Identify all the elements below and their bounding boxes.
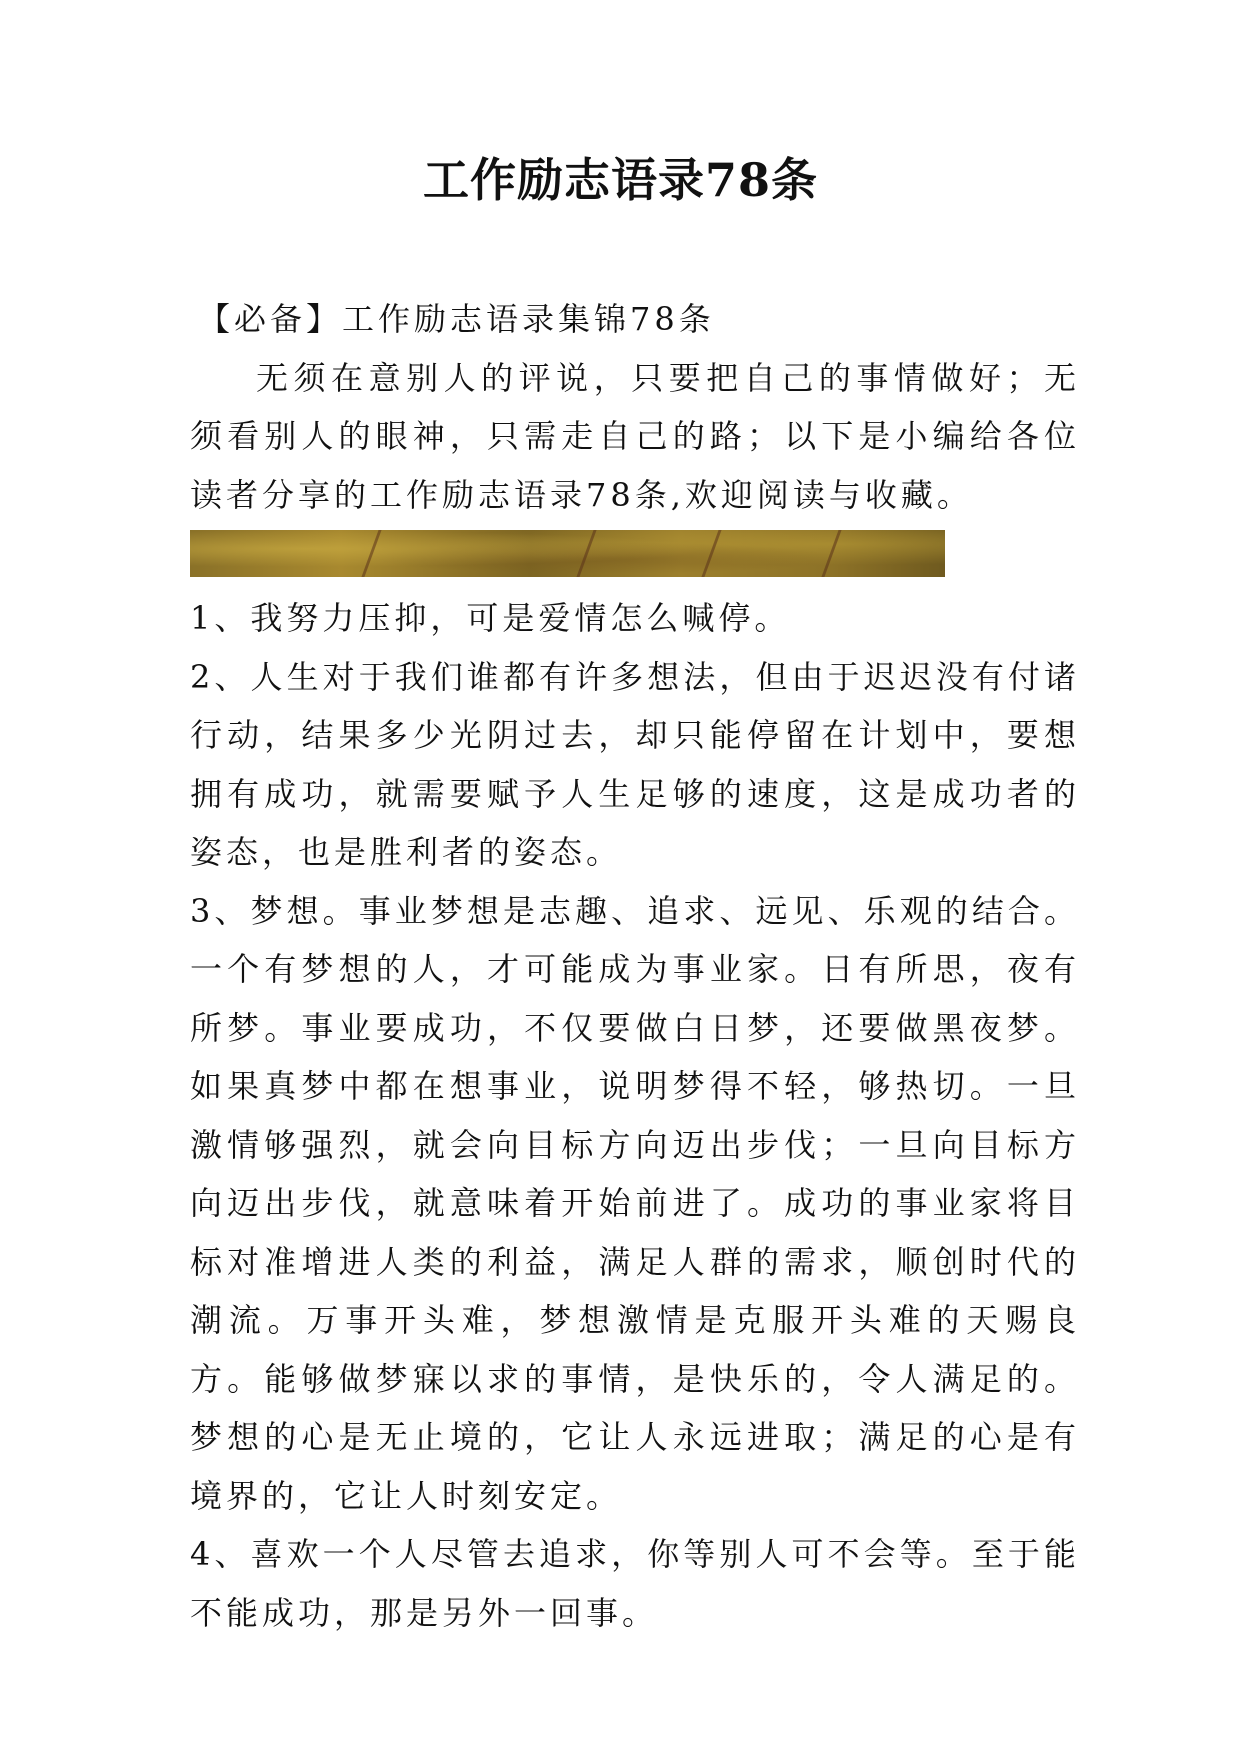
list-item: 2、人生对于我们谁都有许多想法，但由于迟迟没有付诸行动，结果多少光阴过去，却只能停留在计划中，要想拥有成功，就需要赋予人生足够的速度，这是成功者的姿态，也是胜利者的姿态。 <box>190 657 1080 871</box>
intro-paragraph: 无须在意别人的评说，只要把自己的事情做好；无须看别人的眼神，只需走自己的路；以下是小编给各位读者分享的工作励志语录78条,欢迎阅读与收藏。 <box>190 358 1080 514</box>
banner-image <box>190 530 945 577</box>
list-item: 1、我努力压抑，可是爱情怎么喊停。 <box>190 599 791 637</box>
list-item: 4、喜欢一个人尽管去追求，你等别人可不会等。至于能不能成功，那是另外一回事。 <box>190 1535 1080 1632</box>
list-item: 3、梦想。事业梦想是志趣、追求、远见、乐观的结合。一个有梦想的人，才可能成为事业家。日有所思，夜有所梦。事业要成功，不仅要做白日梦，还要做黑夜梦。如果真梦中都在想事业，说明梦得不轻，够热切。一旦激情够强烈，就会向目标方向迈出步伐；一旦向目标方向迈出步伐，就意味着开始前进了。成功的事业家将目标对准增进人类的利益，满足人群的需求，顺创时代的潮流。万事开头难，梦想激情是克服开头难的天赐良方。能够做梦寐以求的事情，是快乐的，令人满足的。梦想的心是无止境的，它让人永远进取；满足的心是有境界的，它让人时刻安定。 <box>190 891 1080 1515</box>
document-body <box>190 290 1080 1642</box>
document-title: 工作励志语录78条 <box>422 153 818 207</box>
document-subtitle: 【必备】工作励志语录集锦78条 <box>198 300 715 338</box>
